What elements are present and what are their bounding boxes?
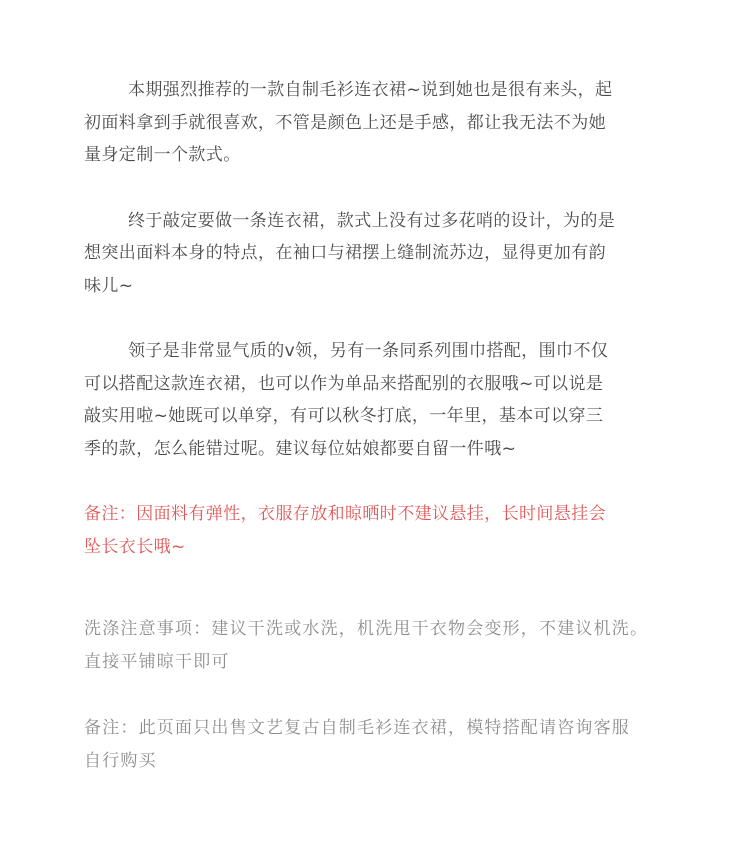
text-line: 本期强烈推荐的一款自制毛衫连衣裙~说到她也是很有来头，起 [128,80,613,100]
text-line: 终于敲定要做一条连衣裙，款式上没有过多花哨的设计，为的是 [128,210,616,231]
intro-paragraph [84,74,674,172]
text-line: 备注：此页面只出售文艺复古自制毛衫连衣裙，模特搭配请咨询客服 [84,718,630,738]
text-line: 量身定制一个款式。 [84,145,241,165]
text-line: 坠长衣长哦~ [84,536,186,557]
text-line: 洗涤注意事项：建议干洗或水洗，机洗甩干衣物会变形，不建议机洗。 [84,619,649,639]
text-line: 领子是非常显气质的v领，另有一条同系列围巾搭配，围巾不仅 [128,341,609,361]
text-line: 直接平铺晾干即可 [84,651,230,672]
elasticity-note [84,498,674,563]
text-line: 自行购买 [84,750,157,771]
text-line: 初面料拿到手就很喜欢，不管是颜色上还是手感，都让我无法不为她 [84,112,606,133]
design-paragraph [84,205,674,303]
text-line: 可以搭配这款连衣裙，也可以作为单品来搭配别的衣服哦~可以说是 [84,373,604,394]
collar-paragraph [84,335,674,465]
text-line: 想突出面料本身的特点，在袖口与裙摆上缝制流苏边，显得更加有韵 [84,243,606,263]
sale-disclaimer [84,712,674,777]
text-line: 季的款，怎么能错过呢。建议每位姑娘都要自留一件哦~ [84,438,517,459]
product-description [84,74,674,777]
text-line: 敲实用啦~她既可以单穿，有可以秋冬打底，一年里，基本可以穿三 [84,406,604,426]
text-line: 味儿~ [84,275,134,296]
text-line: 备注：因面料有弹性，衣服存放和晾晒时不建议悬挂，长时间悬挂会 [84,504,606,524]
washing-instructions [84,613,674,678]
